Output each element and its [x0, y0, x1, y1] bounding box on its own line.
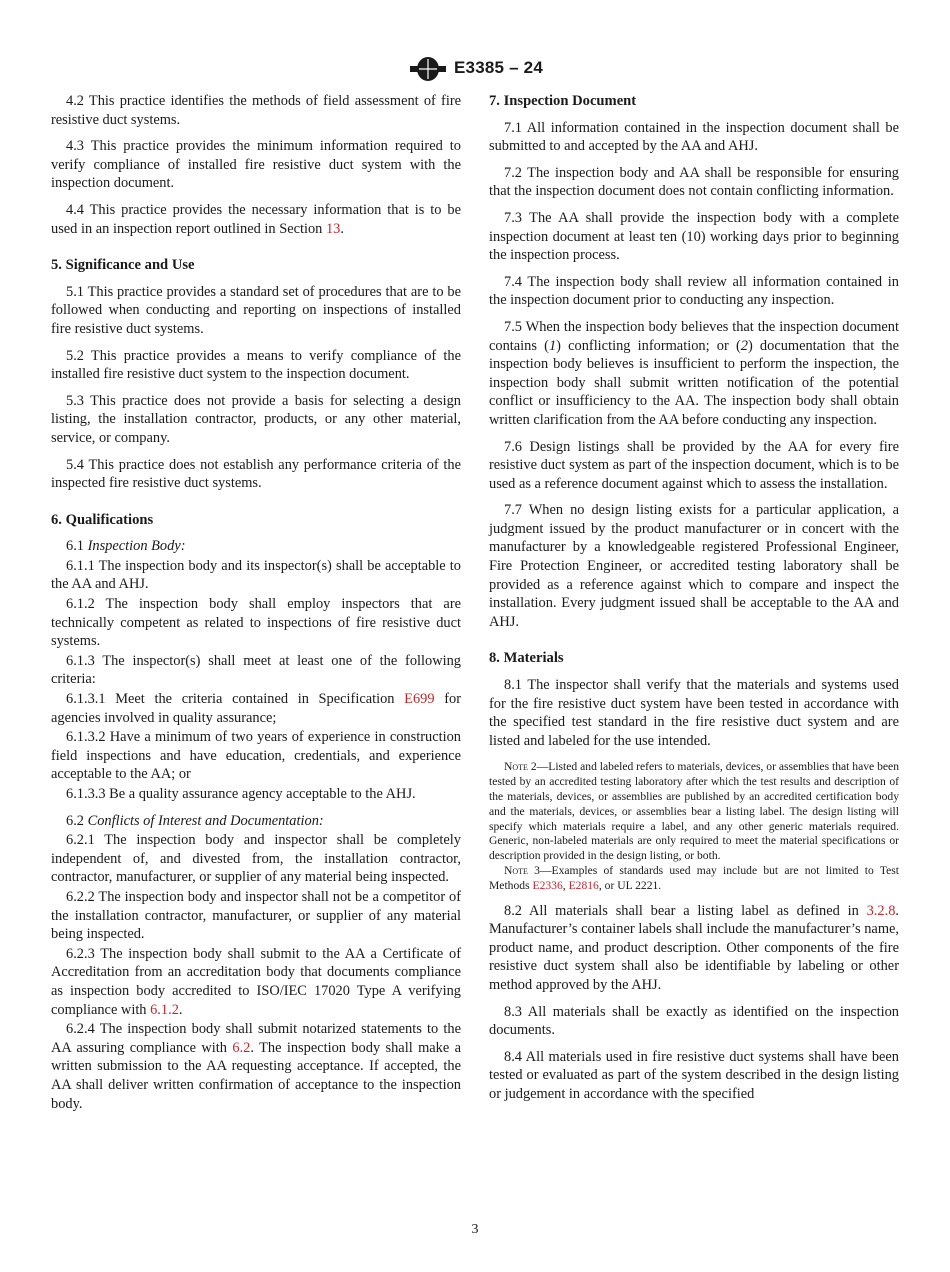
note-3 [489, 864, 899, 894]
paragraph-6-2-3 [51, 945, 461, 1019]
paragraph-6-2-4 [51, 1020, 461, 1113]
text-segment: . [340, 220, 344, 237]
section-8-heading: 8. Materials [489, 650, 564, 667]
paragraph-6-1-3-3: 6.1.3.3 Be a quality assurance agency acceptable to the AHJ. [66, 786, 416, 802]
section-6-2-link[interactable]: 6.2 [232, 1039, 251, 1056]
paragraph-6-2-2: 6.2.2 The inspection body and inspector shall not be a competitor of the installation contractor, manufacturer, or supplier of any material being inspected. [51, 888, 461, 943]
text-segment: for agencies involved in quality assurance; [51, 691, 461, 726]
paragraph-7-7: 7.7 When no design listing exists for a particular application, a judgment issued by the product manufacturer or in concert with the manufacturer by a knowledgeable registered Professional Engineer, Fire Protection Engineer, or accredited testing laboratory shall be provided as a reference against which to compare and inspect the installation. Every judgment issued shall be acceptable to the AA and AHJ. [489, 502, 899, 630]
paragraph-8-3: 8.3 All materials shall be exactly as identified on the inspection documents. [489, 1003, 899, 1039]
paragraph-6-2-1: 6.2.1 The inspection body and inspector shall be completely independent of, and divested from, the installation contractor, contractor, manufacturer, or supplier of any material being inspected. [51, 832, 461, 886]
note-label: Note 2 [504, 760, 537, 774]
text-segment: . [178, 1001, 183, 1018]
note-2 [489, 760, 899, 864]
text-segment: ) conflicting information; or ( [556, 337, 741, 354]
enumeration-number: 1 [548, 337, 557, 354]
paragraph-6-1-3-2: 6.1.3.2 Have a minimum of two years of experience in construction field inspections and have education, credentials, and experience acceptable to the AA; or [51, 729, 461, 783]
paragraph-6-1-2: 6.1.2 The inspection body shall employ inspectors that are technically competent as related to inspections of fire resistive duct systems. [51, 596, 461, 650]
paragraph-7-5 [489, 318, 899, 430]
section-6-heading: 6. Qualifications [51, 511, 154, 528]
text-segment: 7.5 When the inspection body believes that the inspection document contains ( [489, 318, 899, 354]
note-text: , or UL 2221. [598, 878, 662, 892]
paragraph-7-1: 7.1 All information contained in the inspection document shall be submitted to and accepted by the AA and AHJ. [489, 119, 899, 155]
page-number: 3 [471, 1222, 479, 1237]
note-text: —Listed and labeled refers to materials, devices, or assemblies that have been tested by an accredited testing laboratory after which the test results and description of the materials, devices, or assemblies are published by an accredited certification body and the materials, devices, or assemblies bear a listing label. The design listing will specify which materials require a label, and any other generic materials required. Generic, non-labeled materials are only required to meet the material specifications or description provided in the design listing, or both. [489, 760, 899, 863]
page-header [0, 56, 950, 84]
text-segment: . Manufacturer’s container labels shall include the manufacturer’s name, product name, and product description. Other components of the fire resistive duct system shall also be identifiable by labeling or other method approved by the AHJ. [489, 902, 899, 993]
section-5-heading: 5. Significance and Use [51, 257, 195, 274]
subsection-title: Inspection Body: [87, 538, 186, 555]
section-3-2-8-link[interactable]: 3.2.8 [866, 902, 896, 919]
paragraph-4-2: 4.2 This practice identifies the methods of field assessment of fire resistive duct systems. [51, 93, 461, 128]
enumeration-number: 2 [740, 337, 748, 354]
section-7-heading: 7. Inspection Document [489, 93, 637, 109]
paragraph-5-4: 5.4 This practice does not establish any performance criteria of the inspected fire resistive duct systems. [51, 456, 461, 492]
paragraph-4-4 [51, 201, 461, 238]
paragraph-7-3: 7.3 The AA shall provide the inspection body with a complete inspection document at least ten (10) working days prior to beginning the inspection process. [489, 209, 899, 264]
subsection-title: Conflicts of Interest and Documentation: [87, 812, 324, 829]
paragraph-4-3: 4.3 This practice provides the minimum information required to verify compliance of installed fire resistive duct system with the inspection document. [51, 138, 461, 192]
astm-logo-icon [408, 56, 448, 87]
text-segment: 6.2.3 The inspection body shall submit to the AA a Certificate of Accreditation from an accreditation body that documents compliance as inspection body accredited to ISO/IEC 17020 Type A verifying compliance with [51, 945, 461, 1018]
note-text: , [562, 878, 569, 892]
paragraph-7-4: 7.4 The inspection body shall review all information contained in the inspection document prior to conducting any inspection. [489, 273, 899, 309]
paragraph-6-1-3: 6.1.3 The inspector(s) shall meet at least one of the following criteria: [51, 652, 461, 688]
standard-designation: E3385 – 24 [454, 58, 543, 77]
section-13-link[interactable]: 13 [325, 220, 341, 237]
paragraph-5-3: 5.3 This practice does not provide a basis for selecting a design listing, the installation contractor, products, or any other material, service, or company. [51, 392, 461, 446]
text-segment: 6.2.4 The inspection body shall submit notarized statements to the AA assuring compliance with [51, 1021, 461, 1056]
paragraph-6-1 [51, 537, 461, 556]
note-text: —Examples of standards used may include but are not limited to Test Methods [489, 863, 899, 892]
text-segment: 4.4 This practice provides the necessary information that is to be used in an inspection report outlined in Section [51, 201, 461, 237]
note-label: Note 3 [504, 863, 540, 877]
e2336-link[interactable]: E2336 [532, 878, 563, 892]
text-segment: ) documentation that the inspection body believes is insufficient to perform the inspection, the inspection body shall submit written notification of the potential conflict or insufficiency to the AA. The inspection body shall obtain written clarification from the AA before conducting any inspection. [489, 337, 899, 428]
paragraph-8-4: 8.4 All materials used in fire resistive duct systems shall have been tested or evaluated as part of the system described in the design listing or judgement in accordance with the specified [489, 1048, 899, 1102]
left-column [51, 92, 461, 1113]
paragraph-7-2: 7.2 The inspection body and AA shall be responsible for ensuring that the inspection document does not contain conflicting information. [489, 164, 899, 200]
text-segment: 6.1 [66, 538, 88, 555]
section-6-1-2-link[interactable]: 6.1.2 [150, 1001, 179, 1018]
paragraph-5-1: 5.1 This practice provides a standard set of procedures that are to be followed when conducting and reporting on inspections of installed fire resistive duct systems. [51, 283, 461, 337]
paragraph-6-1-1: 6.1.1 The inspection body and its inspector(s) shall be acceptable to the AA and AHJ. [51, 557, 461, 593]
paragraph-6-1-3-1 [51, 690, 461, 727]
text-segment: 6.1.3.1 Meet the criteria contained in Specification [66, 691, 405, 708]
text-segment: 6.2 [66, 812, 88, 829]
e699-link[interactable]: E699 [404, 691, 435, 708]
paragraph-5-2: 5.2 This practice provides a means to verify compliance of the installed fire resistive duct system to the inspection document. [51, 347, 461, 383]
paragraph-6-2 [51, 812, 461, 831]
paragraph-8-2 [489, 902, 899, 995]
paragraph-8-1: 8.1 The inspector shall verify that the materials and systems used for the fire resistive duct system have been tested in accordance with the specified test standard in the fire resistive duct system and are listed and labeled for the use intended. [489, 677, 899, 749]
paragraph-7-6: 7.6 Design listings shall be provided by the AA for every fire resistive duct system as part of the inspection document, which is to be used as a reference document against which to assess the installation. [489, 438, 899, 492]
e2816-link[interactable]: E2816 [568, 878, 599, 892]
text-segment: 8.2 All materials shall bear a listing label as defined in [504, 902, 867, 919]
right-column [489, 92, 899, 1104]
text-segment: . The inspection body shall make a written submission to the AA requesting acceptance. If accepted, the AA shall deliver written confirmation of acceptance to the inspection body. [51, 1039, 461, 1112]
